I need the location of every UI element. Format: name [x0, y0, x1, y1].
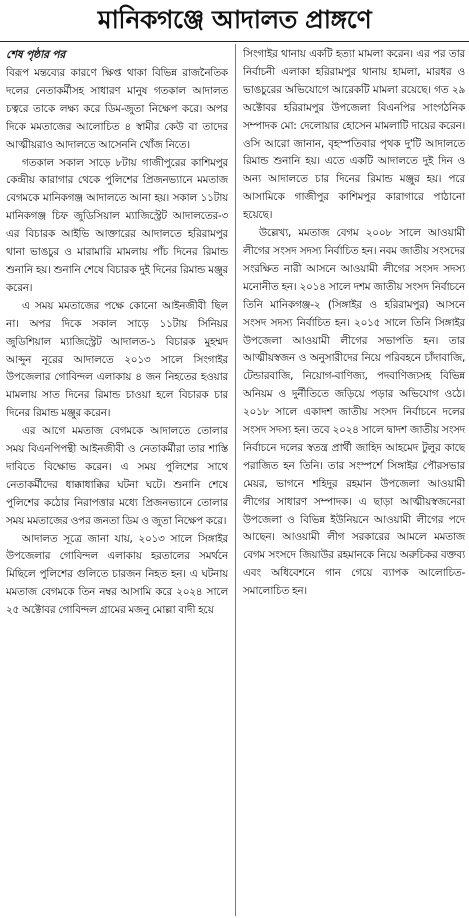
paragraph: আদালত সূত্রে জানা যায়, ২০১৩ সালে সিঙ্গাইর উপজেলার গোবিন্দল এলাকায় হরতালের সমর্থনে মিছিলে পুলিশের গুলিতে চারজন নিহত হন। এ ঘটনায় মমতাজ বেগমকে তিন নম্বর আসামি করে ২০২৪ সালে ২৫ অক্টোবর গোবিন্দল গ্রামের মজনু মোল্লা বাদী হয়ে [6, 532, 228, 617]
paragraph: বিরূপ মন্তব্যের কারণে ক্ষিপ্ত থাকা বিভিন্ন রাজনৈতিক দলের নেতাকর্মীসহ সাধারণ মানুষ গতকাল আদালত চত্বরে তাকে লক্ষ্য করে ডিম-জুতা নিক্ষেপ করে। অপর দিকে মমতাজের আলোচিত ৪ স্বামীর কেউ বা তাদের আত্মীয়রাও আদালতে আসেননি খোঁজ নিতে। [6, 67, 228, 151]
paragraph: এ সময় মমতাজের পক্ষে কোনো আইনজীবী ছিল না। অপর দিকে সকাল সাড়ে ১১টায় সিনিয়র জুডিশিয়াল ম্যাজিস্ট্রেট আদালত-১ বিচারক মুহম্মদ আব্দুন নূরের আদালতে ২০১৩ সালে সিংগাইর উপজেলার গোবিন্দল এলাকায় ৪ জন নিহতের হওয়ার মামলায় সাত দিনের রিমান্ড চাওয়া হলে বিচারক চার দিনের রিমান্ড মঞ্জুর করেন। [6, 299, 228, 420]
left-column [6, 46, 228, 916]
paragraph: সিংগাইর থানায় একটি হত্যা মামলা করেন। এর পর তার নির্বাচনী এলাকা হরিরামপুর থানায় হামলা, মারধর ও ভাঙচুরের অভিযোগে আরেকটি মামলা রয়েছে। গত ২৯ অক্টোবর হরিরামপুর উপজেলা বিএনপির সাংগঠনিক সম্পাদক মো: দেলোয়ার হোসেন মামলাটি দায়ের করেন। ওসি আরো জানান, বৃহস্পতিবার পৃথক দু'টি আদালতে রিমান্ড শুনানি হয়। এতে একটি আদালতে দুই দিন ও অন্য আদালতে চার দিনের রিমান্ড মঞ্জুর হয়। পরে আসামিকে গাজীপুর কাশিমপুর কারাগারে পাঠানো হয়েছে। [243, 48, 465, 222]
right-column [243, 46, 465, 916]
paragraph: উল্লেখ্য, মমতাজ বেগম ২০০৮ সালে আওয়ামী লীগের সংসদ সদস্য নির্বাচিত হন। নবম জাতীয় সংসদের সংরক্ষিত নারী আসনে আওয়ামী লীগের সংসদ সদস্য মনোনীত হন। ২০১৪ সালে দশম জাতীয় সংসদ নির্বাচনে তিনি মানিকগঞ্জ-২ (সিঙ্গাইর ও হরিরামপুর) আসনে সংসদ সদস্য নির্বাচিত হন। ২০১৫ সালে তিনি সিঙ্গাইর উপজেলা আওয়ামী লীগের সভাপতি হন। তার আত্মীয়স্বজন ও অনুসারীদের নিয়ে পরিবহনে চাঁদাবাজি, টেন্ডারবাজি, নিয়োগ-বাণিজ্য, পদবাণিজ্যসহ বিভিন্ন অনিয়ম ও দুর্নীতিতে জড়িয়ে পড়ার অভিযোগ ওঠে। ২০১৮ সালে একাদশ জাতীয় সংসদ নির্বাচনে দলের সংসদ সদস্য হন। তবে ২০২৪ সালে দ্বাদশ জাতীয় সংসদ নির্বাচনে দলের স্বতন্ত্র প্রার্থী জাহিদ আহমেদ টুলুর কাছে পরাজিত হন তিনি। তার সংস্পর্শে সিঙ্গাইর পৌরসভার মেয়র, ভাগনে শহিদুর রহমান উপজেলা আওয়ামী লীগের সাধারণ সম্পাদক। এ ছাড়া আত্মীয়স্বজনেরা উপজেলা ও বিভিন্ন ইউনিয়নে আওয়ামী লীগের পদে আছেন। আওয়ামী লীগ সরকারের আমলে মমতাজ বেগম সংসদে জিয়াউর রহমানকে নিয়ে অরুচিকর বক্তব্য এবং অধিবেশনে গান গেয়ে ব্যাপক আলোচিত-সমালোচিত হন। [243, 227, 465, 598]
paragraph: এর আগে মমতাজ বেগমকে আদালতে তোলার সময় বিএনপিপন্থী আইনজীবী ও নেতাকর্মীরা তার শাস্তি দাবিতে বিক্ষোভ করেন। এ সময় পুলিশের সাথে নেতাকর্মীদের ধাক্কাধাক্কির ঘটনা ঘটে। শুনানি শেষে পুলিশের কঠোর নিরাপত্তার মধ্যে প্রিজনভ্যানে তোলার সময় মমতাজের ওপর জনতা ডিম ও জুতা নিক্ষেপ করে। [6, 425, 228, 527]
paragraph: গতকাল সকাল সাড়ে ৮টায় গাজীপুরের কাশিমপুর কেন্দ্রীয় কারাগার থেকে পুলিশের প্রিজনভ্যানে মমতাজ বেগমকে মানিকগঞ্জ আদালতে আনা হয়। সকাল ১১টায় মানিকগঞ্জ চিফ জুডিসিয়াল ম্যাজিস্ট্রেট আদালতের-৩ এর বিচারক আইভি আক্তারের আদালতে হরিরামপুর থানা ভাঙচুর ও মারামারি মামলায় পাঁচ দিনের রিমান্ড শুনানি হয়। শুনানি শেষে বিচারক দুই দিনের রিমান্ড মঞ্জুর করেন। [6, 156, 228, 294]
headline-rule [0, 41, 469, 42]
headline: মানিকগঞ্জে আদালত প্রাঙ্গণে [97, 5, 372, 34]
column-divider [235, 44, 236, 916]
continued-from-label: শেষ পৃষ্ঠার পর [6, 48, 65, 61]
